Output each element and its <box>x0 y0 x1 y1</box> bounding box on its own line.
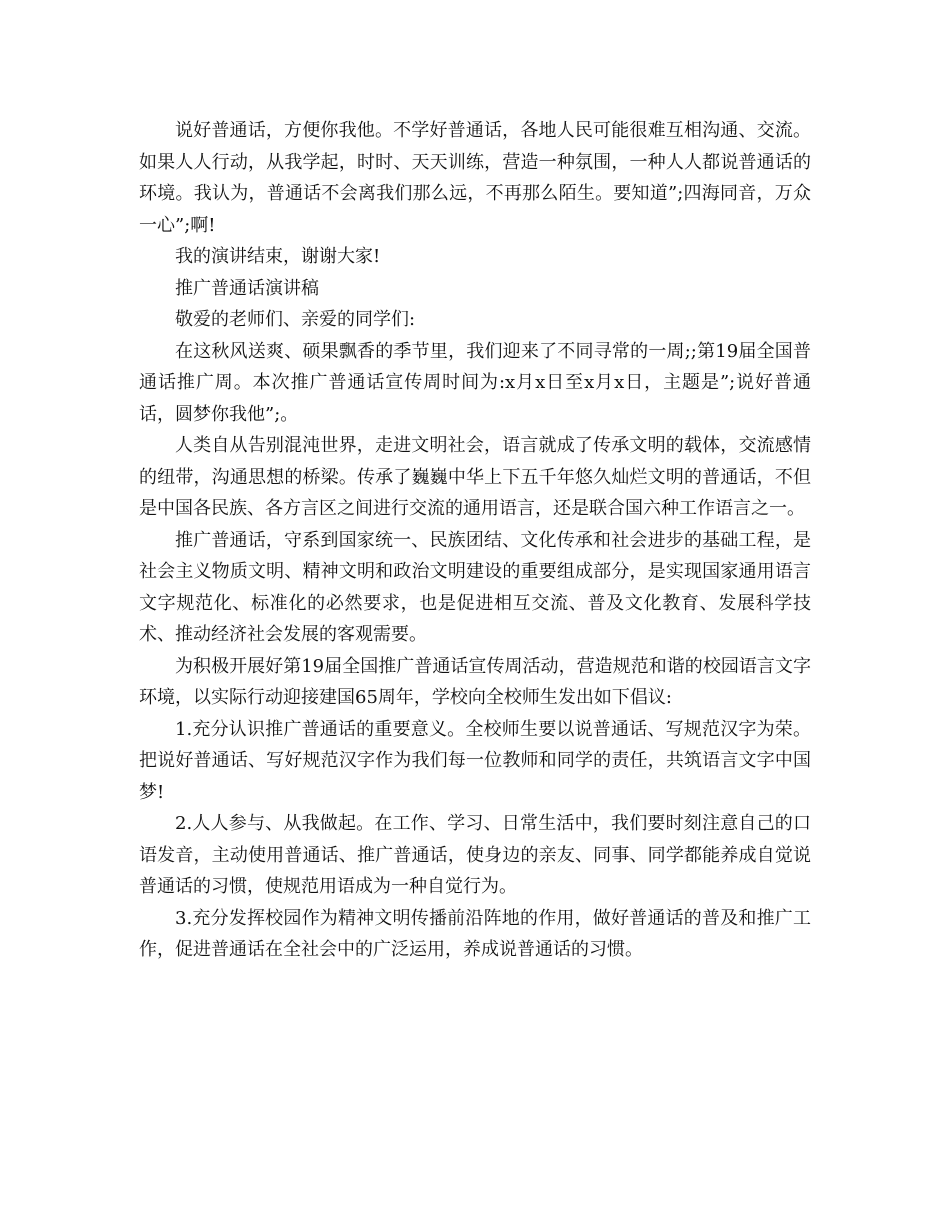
salutation: 敬爱的老师们、亲爱的同学们: <box>175 309 416 330</box>
paragraph-7: 推广普通话，守系到国家统一、民族团结、文化传承和社会进步的基础工程，是社会主义物质文明、精神文明和政治文明建设的重要组成部分，是实现国家通用语言文字规范化、标准化的必然要求，也是促进相互交流、普及文化教育、发展科学技术、推动经济社会发展的客观需要。 <box>139 529 811 645</box>
document-body <box>139 115 811 966</box>
proposal-item-3: 3.充分发挥校园作为精神文明传播前沿阵地的作用，做好普通话的普及和推广工作，促进普通话在全社会中的广泛运用，养成说普通话的习惯。 <box>139 907 811 960</box>
paragraph-1: 说好普通话，方便你我他。不学好普通话，各地人民可能很难互相沟通、交流。如果人人行动，从我学起，时时、天天训练，营造一种氛围，一种人人都说普通话的环境。我认为，普通话不会离我们那么远，不再那么陌生。要知道”;四海同音，万众一心”;啊! <box>139 120 811 236</box>
proposal-item-2: 2.人人参与、从我做起。在工作、学习、日常生活中，我们要时刻注意自己的口语发音，主动使用普通话、推广普通话，使身边的亲友、同事、同学都能养成自觉说普通话的习惯，使规范用语成为一种自觉行为。 <box>139 813 811 897</box>
proposal-item-1: 1.充分认识推广普通话的重要意义。全校师生要以说普通话、写规范汉字为荣。把说好普通话、写好规范汉字作为我们每一位教师和同学的责任，共筑语言文字中国梦! <box>139 718 811 803</box>
paragraph-8: 为积极开展好第19届全国推广普通话宣传周活动，营造规范和谐的校园语言文字环境，以实际行动迎接建国65周年，学校向全校师生发出如下倡议: <box>139 655 811 708</box>
paragraph-5: 在这秋风送爽、硕果飘香的季节里，我们迎来了不同寻常的一周;;第19届全国普通话推广周。本次推广普通话宣传周时间为:x月x日至x月x日，主题是”;说好普通话，圆梦你我他”;。 <box>139 340 811 425</box>
paragraph-6: 人类自从告别混沌世界，走进文明社会，语言就成了传承文明的载体，交流感情的纽带，沟通思想的桥梁。传承了巍巍中华上下五千年悠久灿烂文明的普通话，不但是中国各民族、各方言区之间进行交流的通用语言，还是联合国六种工作语言之一。 <box>139 435 811 519</box>
paragraph-2: 我的演讲结束，谢谢大家! <box>175 246 381 267</box>
section-title: 推广普通话演讲稿 <box>175 277 319 299</box>
